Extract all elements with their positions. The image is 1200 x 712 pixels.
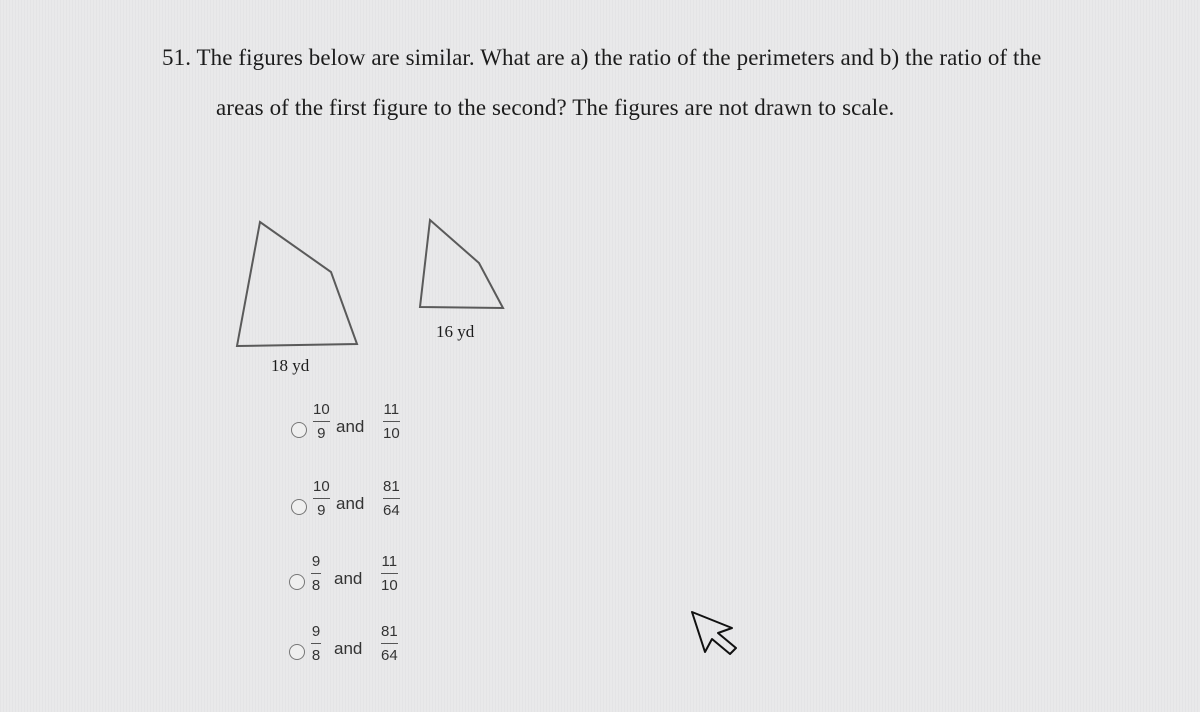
question-text-line2: areas of the first figure to the second? The figures are not drawn to scale. bbox=[216, 95, 895, 120]
radio-circle-icon[interactable] bbox=[289, 644, 305, 660]
radio-circle-icon[interactable] bbox=[289, 574, 305, 590]
fraction-numerator: 10 bbox=[313, 478, 330, 495]
fraction-denominator: 10 bbox=[381, 577, 398, 594]
fraction-denominator: 64 bbox=[381, 647, 398, 664]
and-text: and bbox=[334, 569, 363, 588]
fraction-denominator: 9 bbox=[317, 425, 326, 442]
fraction-bar bbox=[383, 498, 400, 499]
answer-option-4[interactable] bbox=[289, 620, 449, 676]
fraction-area-ratio bbox=[381, 623, 398, 664]
fraction-numerator: 9 bbox=[311, 553, 321, 570]
answer-option-3[interactable] bbox=[289, 550, 449, 606]
fraction-perimeter-ratio bbox=[311, 623, 321, 664]
fraction-area-ratio bbox=[383, 478, 400, 519]
fraction-bar bbox=[313, 421, 330, 422]
fraction-denominator: 8 bbox=[311, 647, 321, 664]
fraction-numerator: 81 bbox=[383, 478, 400, 495]
fraction-bar bbox=[313, 498, 330, 499]
fraction-bar bbox=[381, 643, 398, 644]
and-text: and bbox=[336, 417, 365, 436]
fraction-numerator: 11 bbox=[381, 553, 398, 570]
answer-option-1[interactable] bbox=[291, 398, 451, 454]
fraction-bar bbox=[381, 573, 398, 574]
fraction-area-ratio bbox=[381, 553, 398, 594]
fraction-bar bbox=[311, 643, 321, 644]
figure2-side-label: 16 yd bbox=[436, 322, 475, 341]
and-text: and bbox=[336, 494, 365, 513]
fraction-numerator: 11 bbox=[383, 401, 400, 418]
fraction-numerator: 9 bbox=[311, 623, 321, 640]
question-text-line1: 51. The figures below are similar. What are a) the ratio of the perimeters and b) the ratio of the bbox=[162, 45, 1042, 70]
and-text: and bbox=[334, 639, 363, 658]
fraction-denominator: 10 bbox=[383, 425, 400, 442]
fraction-numerator: 81 bbox=[381, 623, 398, 640]
fraction-numerator: 10 bbox=[313, 401, 330, 418]
fraction-perimeter-ratio bbox=[313, 401, 330, 442]
answer-option-2[interactable] bbox=[291, 475, 451, 531]
fraction-bar bbox=[383, 421, 400, 422]
fraction-bar bbox=[311, 573, 321, 574]
quadrilateral-first bbox=[237, 222, 357, 346]
figure1-side-label: 18 yd bbox=[271, 356, 310, 375]
fraction-denominator: 9 bbox=[317, 502, 326, 519]
fraction-perimeter-ratio bbox=[313, 478, 330, 519]
fraction-denominator: 8 bbox=[311, 577, 321, 594]
fraction-denominator: 64 bbox=[383, 502, 400, 519]
fraction-area-ratio bbox=[383, 401, 400, 442]
quadrilateral-second bbox=[420, 220, 503, 308]
fraction-perimeter-ratio bbox=[311, 553, 321, 594]
radio-circle-icon[interactable] bbox=[291, 499, 307, 515]
radio-circle-icon[interactable] bbox=[291, 422, 307, 438]
